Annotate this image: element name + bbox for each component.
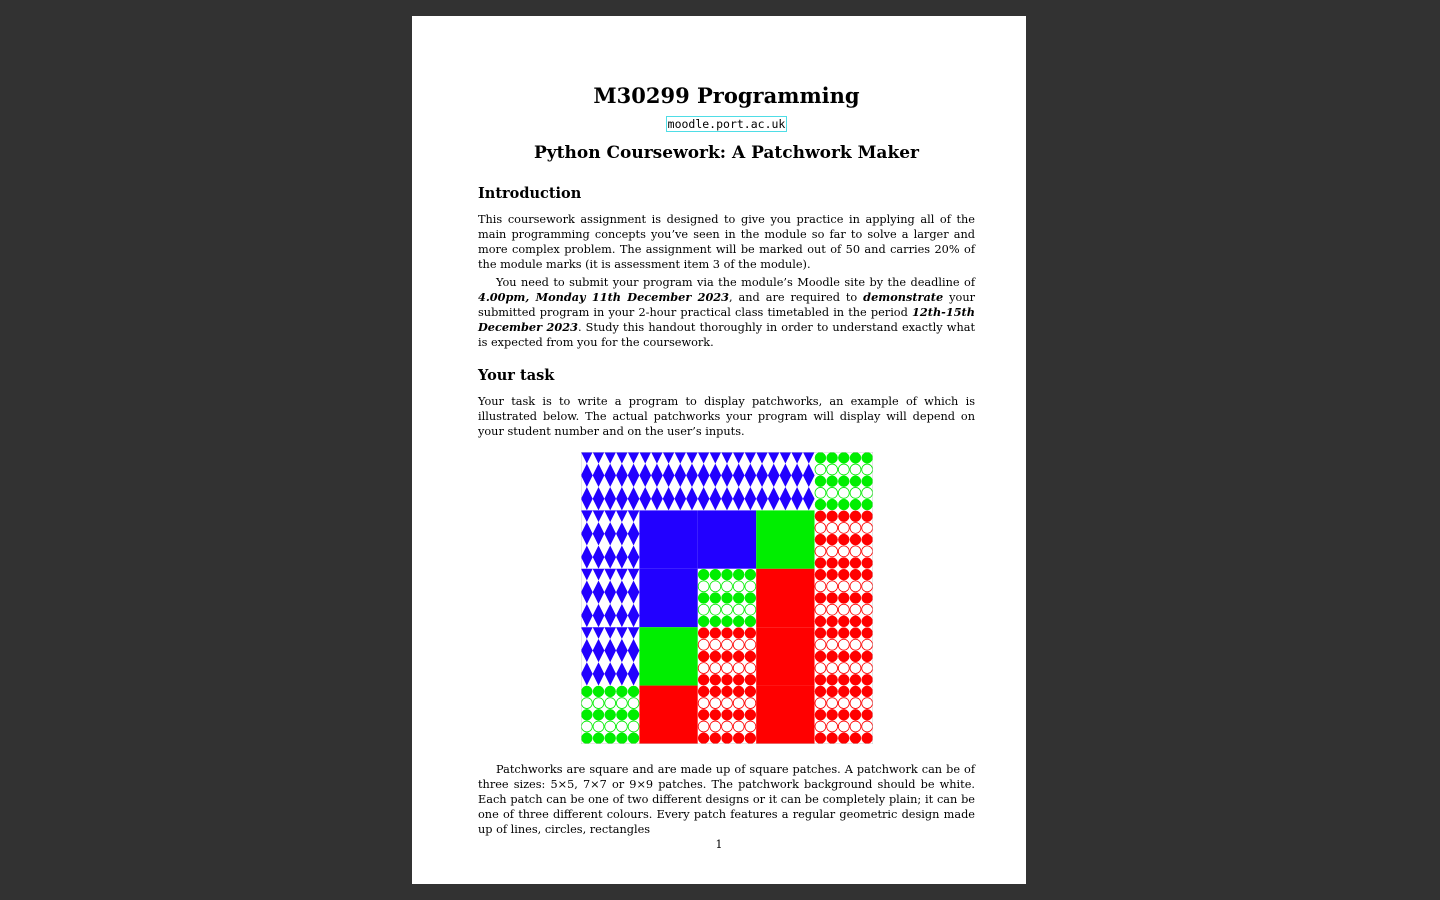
p2-text-1: You need to submit your program via the module’s Moodle site by the deadline of [496,276,975,289]
patch-plain [639,627,697,685]
patch-plain [698,510,756,568]
patch-plain [756,627,814,685]
patch-tri [639,452,697,510]
patch-plain [756,510,814,568]
patch-tri [581,510,639,568]
patch-tri [698,452,756,510]
patch-circ [815,452,873,510]
patch-circ [698,569,756,627]
patch-circ [815,627,873,685]
patch-tri [581,569,639,627]
page-number: 1 [715,838,723,851]
patch-plain [756,569,814,627]
patch-circ [815,510,873,568]
document-subtitle: Python Coursework: A Patchwork Maker [534,143,919,163]
patch-circ [698,686,756,744]
deadline-text: 4.00pm, Monday 11th December 2023 [478,290,730,304]
patch-plain [639,569,697,627]
patch-plain [639,686,697,744]
patch-circ [698,627,756,685]
patch-circ [815,686,873,744]
patch-plain [756,686,814,744]
patch-tri [756,452,814,510]
demonstrate-text: demonstrate [863,290,944,304]
task-paragraph-1: Your task is to write a program to display patchworks, an example of which is illustrated below. The actual patchworks your program will display will depend on your student number and on the user’s inputs. [478,395,975,438]
introduction-heading: Introduction [478,185,582,202]
pdf-page [412,16,1026,884]
patchwork-figure [581,452,873,744]
document-title: M30299 Programming [593,83,860,108]
patch-circ [581,686,639,744]
introduction-paragraph-1: This coursework assignment is designed to give you practice in applying all of the main programming concepts you’ve seen in the module so far to solve a larger and more complex problem. The assignment will be marked out of 50 and carries 20% of the module marks (it is assessment item 3 of the module). [478,213,975,271]
p2-text-4: . Study this handout thoroughly in order to understand exactly what is expected from you for the coursework. [478,321,975,349]
task-heading: Your task [478,367,555,384]
patch-tri [581,452,639,510]
patch-circ [815,569,873,627]
link-wrapper [478,113,975,132]
period-text: 12th-15th December 2023 [478,305,975,334]
task-paragraph-2: Patchworks are square and are made up of square patches. A patchwork can be of three sizes: 5×5, 7×7 or 9×9 patches. The patchwork background should be white. Each patch can be one of two different designs or it can be completely plain; it can be one of three different colours. Every patch features a regular geometric design made up of lines, circles, rectangles [478,763,975,836]
introduction-paragraph-2 [478,275,975,350]
p2-text-2: , and are required to [729,291,864,304]
patch-tri [581,627,639,685]
moodle-link[interactable]: moodle.port.ac.uk [667,117,786,131]
patch-plain [639,510,697,568]
p2-text-3: your submitted program in your 2-hour practical class timetabled in the period [478,291,976,319]
